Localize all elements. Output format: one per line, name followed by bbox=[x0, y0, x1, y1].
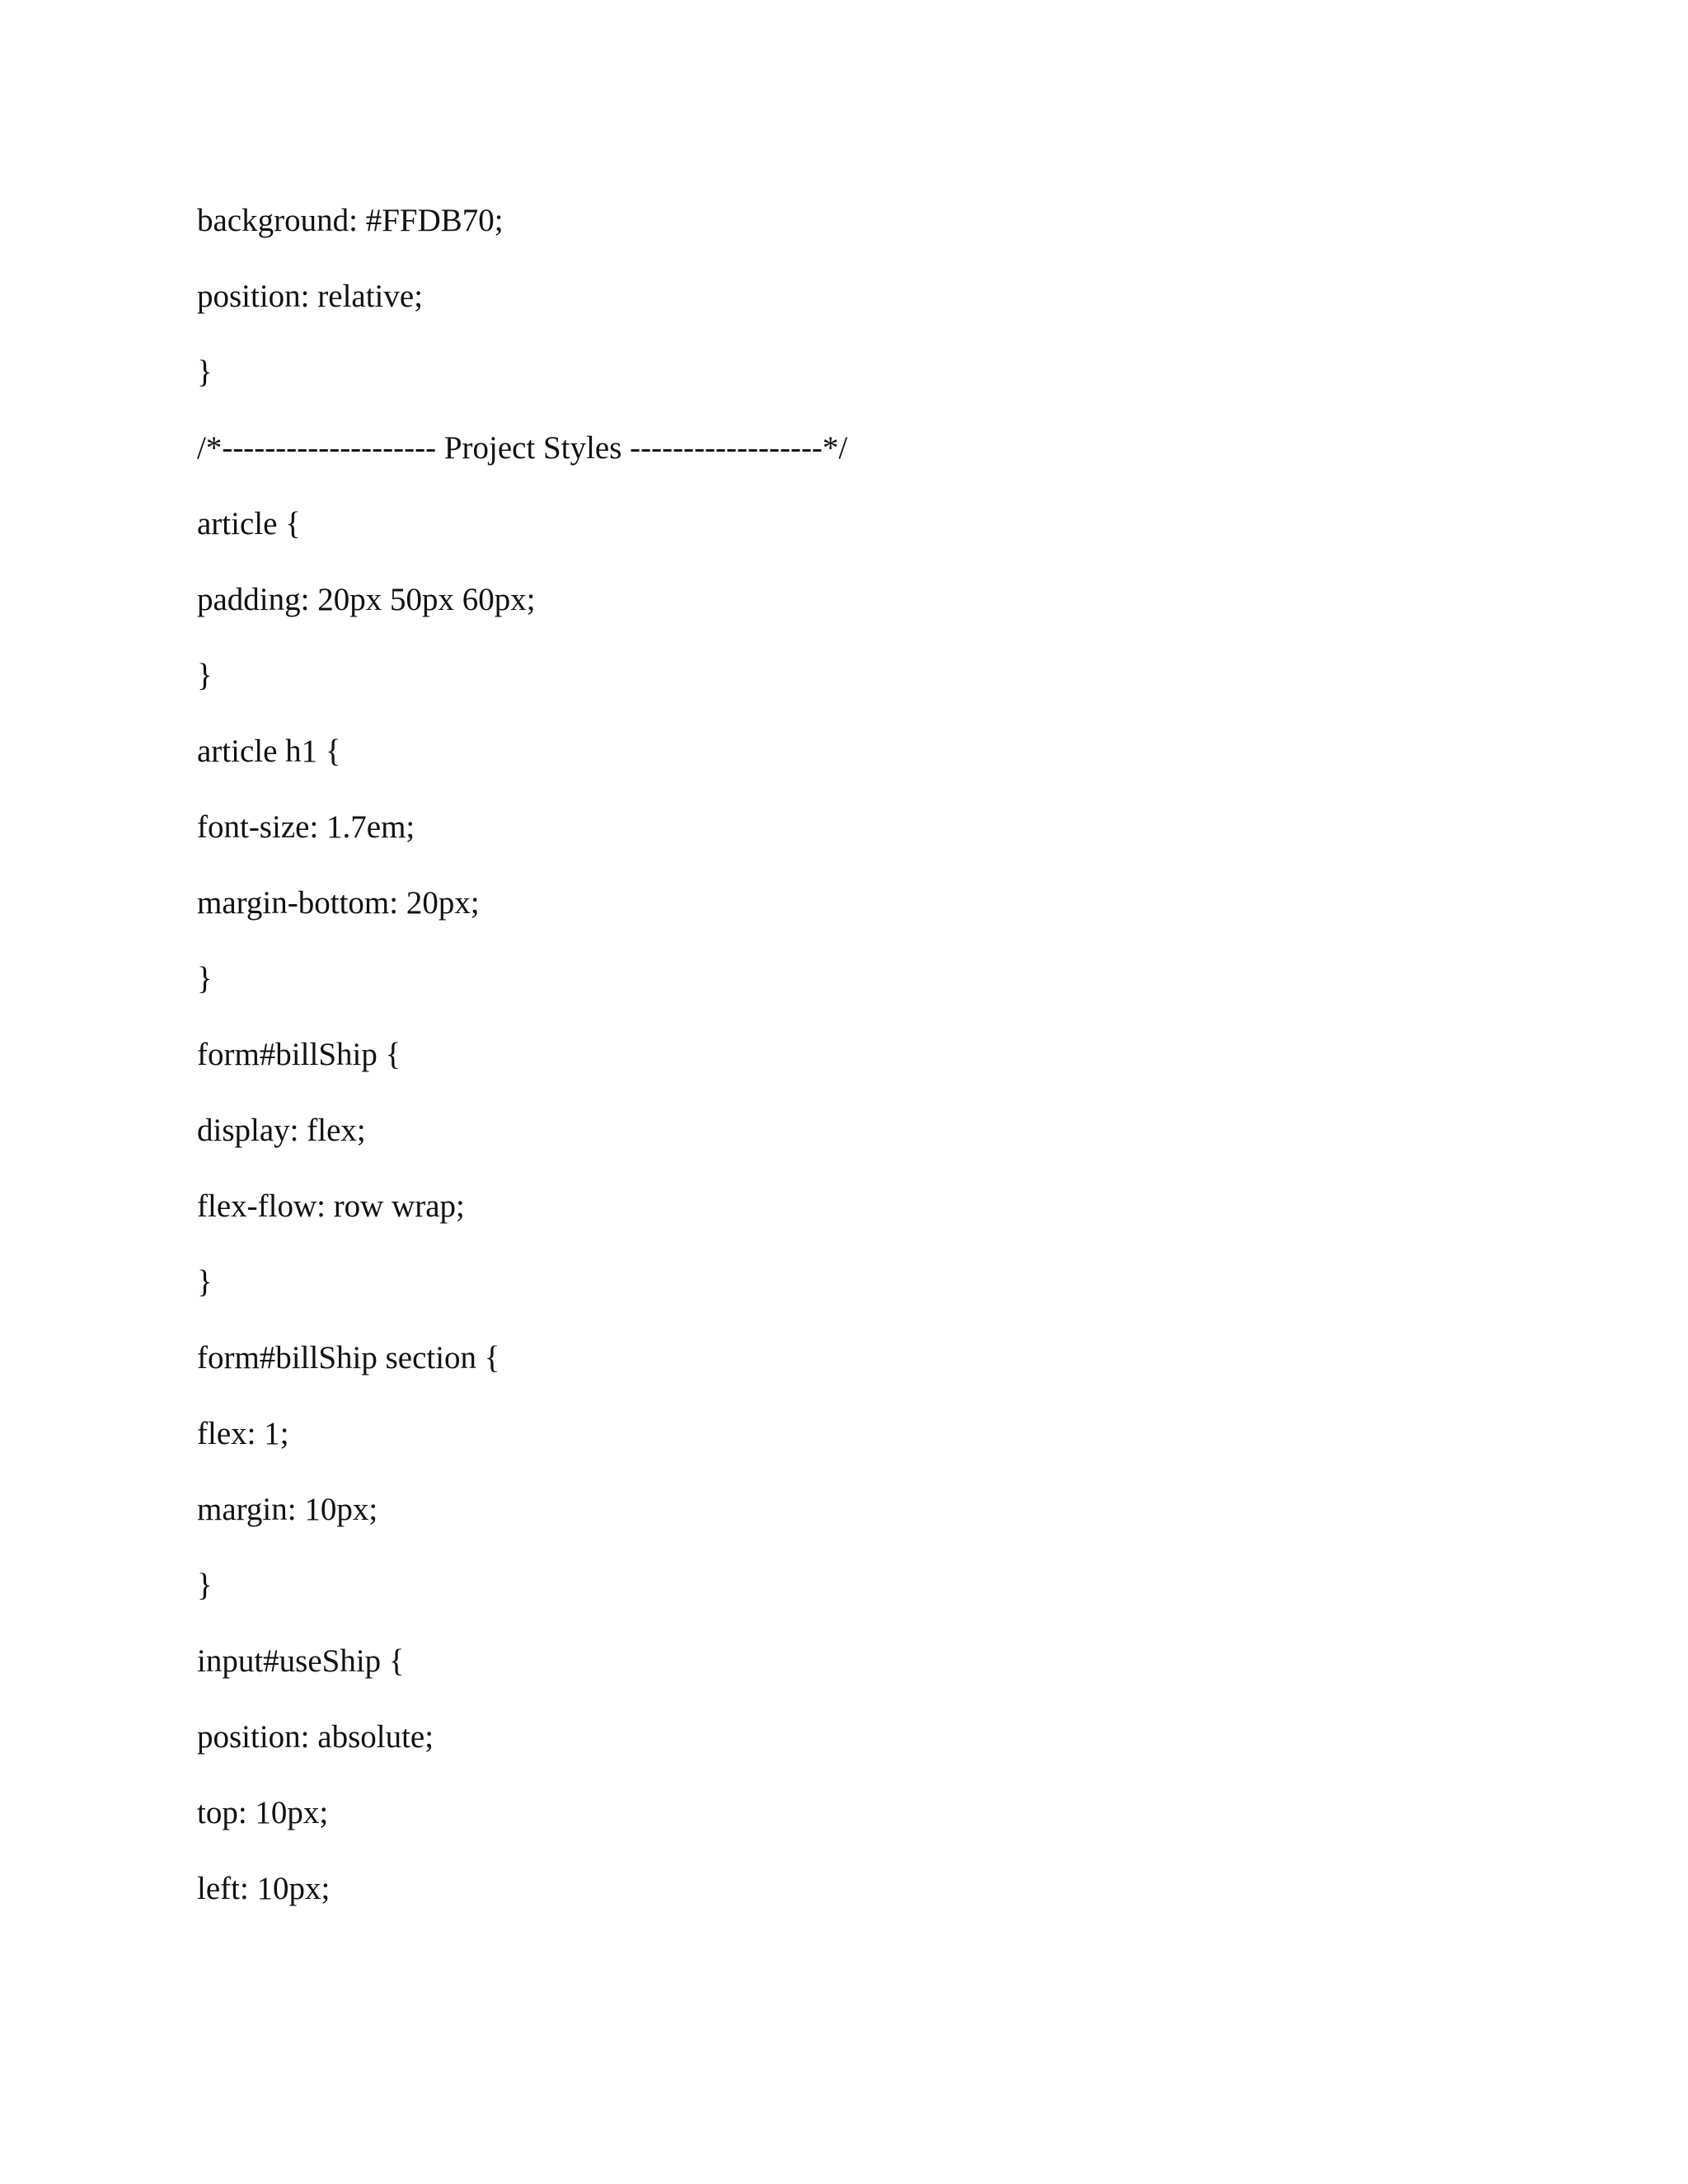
code-line: left: 10px; bbox=[197, 1871, 331, 1906]
code-line: margin: 10px; bbox=[197, 1492, 378, 1527]
code-line: } bbox=[197, 1568, 213, 1603]
code-line: form#billShip section { bbox=[197, 1340, 500, 1376]
section-comment: /*-------------------- Project Styles ------------------*/ bbox=[197, 430, 848, 466]
code-line: position: absolute; bbox=[197, 1719, 434, 1755]
code-line: input#useShip { bbox=[197, 1643, 405, 1679]
code-line: form#billShip { bbox=[197, 1037, 401, 1072]
code-line: flex-flow: row wrap; bbox=[197, 1188, 465, 1224]
code-line: display: flex; bbox=[197, 1113, 366, 1148]
code-line: } bbox=[197, 1264, 213, 1300]
code-line: } bbox=[197, 961, 213, 996]
code-line: article { bbox=[197, 506, 301, 541]
code-line: padding: 20px 50px 60px; bbox=[197, 582, 536, 617]
code-line: } bbox=[197, 658, 213, 693]
code-line: margin-bottom: 20px; bbox=[197, 885, 480, 921]
code-line: article h1 { bbox=[197, 733, 341, 769]
code-line: background: #FFDB70; bbox=[197, 203, 504, 238]
code-line: flex: 1; bbox=[197, 1416, 289, 1451]
code-text-block bbox=[197, 183, 847, 1927]
code-line: } bbox=[197, 354, 213, 390]
code-line: font-size: 1.7em; bbox=[197, 809, 415, 845]
code-line: position: relative; bbox=[197, 279, 424, 314]
code-line: top: 10px; bbox=[197, 1795, 329, 1830]
